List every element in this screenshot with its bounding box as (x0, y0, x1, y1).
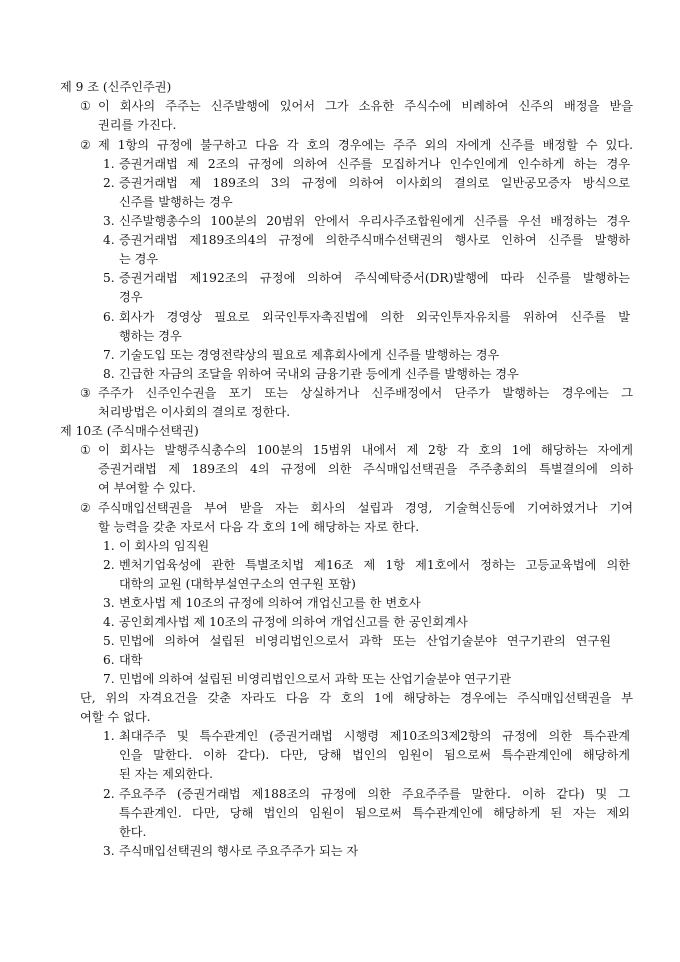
art9-item-line: 행하는 경우 (119, 329, 182, 343)
proviso-item-line: 한다. (119, 825, 147, 839)
art9-para3-line2: 처리방법은 이사회의 결의로 정한다. (98, 405, 291, 419)
article-9-title: 제 9 조 (신주인주권) (60, 80, 172, 94)
art10-item-line: 벤처기업육성에 관한 특별조치법 제16조 제 1항 제1호에서 정하는 고등교육법에 의한 (119, 558, 630, 572)
art9-para2-line1: 제 1항의 규정에 불구하고 다음 각 호의 경우에는 주주 외의 자에게 신주를 배정할 수 있다. (98, 138, 633, 152)
art10-item-line: 이 회사의 임직원 (119, 539, 210, 553)
art10-item-number: 3. (103, 596, 115, 610)
art9-item-number: 7. (103, 348, 115, 362)
art10-item-line: 민법에 의하여 설립된 비영리법인으로서 과학 또는 산업기술분야 연구기관 (119, 672, 512, 686)
art10-para1-number: ① (80, 443, 91, 457)
art9-item-line: 신주를 발행하는 경우 (119, 195, 233, 209)
art10-item-line: 대학 (119, 653, 143, 667)
art9-item-number: 5. (103, 271, 115, 285)
art10-item-line: 공인회계사법 제 10조의 규정에 의하여 개업신고를 한 공인회계사 (119, 615, 468, 629)
art9-item-line: 긴급한 자금의 조달을 위하여 국내외 금융기관 등에게 신주를 발행하는 경우 (119, 367, 519, 381)
art9-item-number: 8. (103, 367, 115, 381)
art9-para1-line1: 이 회사의 주주는 신주발행에 있어서 그가 소유한 주식수에 비례하여 신주의 배정을 받을 (98, 99, 633, 113)
art9-item-number: 2. (103, 176, 115, 190)
art10-para1-line2: 증권거래법 제 189조의 4의 규정에 의한 주식매입선택권을 주주총회의 특별결의에 의하 (98, 462, 633, 476)
art9-item-line: 회사가 경영상 필요로 외국인투자촉진법에 의한 외국인투자유치를 위하여 신주를 발 (119, 310, 630, 324)
art9-para3-number: ③ (80, 386, 91, 400)
art9-item-line: 증권거래법 제189조의4의 규정에 의한주식매수선택권의 행사로 인하여 신주를 발행하 (119, 233, 630, 247)
art9-para1-number: ① (80, 99, 91, 113)
art10-proviso-line1: 단, 위의 자격요건을 갖춘 자라도 다음 각 호의 1에 해당하는 경우에는 주식매입선택권을 부 (80, 691, 633, 705)
art10-item-number: 2. (103, 558, 115, 572)
art9-item-line: 증권거래법 제 2조의 규정에 의하여 신주를 모집하거나 인수인에게 인수하게 하는 경우 (119, 157, 630, 171)
art9-item-line: 증권거래법 제 189조의 3의 규정에 의하여 이사회의 결의로 일반공모증자 방식으로 (119, 176, 630, 190)
art10-item-line: 대학의 교원 (대학부설연구소의 연구원 포함) (119, 577, 356, 591)
proviso-item-number: 3. (103, 844, 115, 858)
art10-para1-line3: 여 부여할 수 있다. (98, 481, 196, 495)
art10-para1-line1: 이 회사는 발행주식총수의 100분의 15범위 내에서 제 2항 각 호의 1에 해당하는 자에게 (98, 443, 633, 457)
proviso-item-line: 인을 말한다. 이하 같다). 다만, 당해 법인의 임원이 됨으로써 특수관계인에 해당하게 (119, 748, 630, 762)
art10-item-number: 4. (103, 615, 115, 629)
art10-item-number: 5. (103, 634, 115, 648)
art10-item-line: 민법에 의하여 설립된 비영리법인으로서 과학 또는 산업기술분야 연구기관의 연구원 (119, 634, 611, 648)
art9-item-line: 경우 (119, 290, 143, 304)
art10-item-number: 1. (103, 539, 115, 553)
art9-item-number: 4. (103, 233, 115, 247)
art9-item-number: 1. (103, 157, 115, 171)
art9-item-number: 3. (103, 214, 115, 228)
proviso-item-line: 주요주주 (증권거래법 제188조의 규정에 의한 주요주주를 말한다. 이하 같다) 및 그 (119, 787, 630, 801)
art9-item-line: 증권거래법 제192조의 규정에 의하여 주식예탁증서(DR)발행에 따라 신주를 발행하는 (119, 271, 630, 285)
art9-para2-number: ② (80, 138, 91, 152)
proviso-item-number: 2. (103, 787, 115, 801)
art9-item-line: 신주발행총수의 100분의 20범위 안에서 우리사주조합원에게 신주를 우선 배정하는 경우 (119, 214, 630, 228)
art9-item-number: 6. (103, 310, 115, 324)
art10-item-number: 6. (103, 653, 115, 667)
art9-item-line: 는 경우 (119, 252, 159, 266)
proviso-item-line: 최대주주 및 특수관계인 (증권거래법 시행령 제10조의3제2항의 규정에 의한 특수관계 (119, 729, 630, 743)
proviso-item-line: 주식매입선택권의 행사로 주요주주가 되는 자 (119, 844, 359, 858)
proviso-item-line: 특수관계인. 다만, 당해 법인의 임원이 됨으로써 특수관계인에 해당하게 된 자는 제외 (119, 806, 630, 820)
art10-para2-line1: 주식매입선택권을 부여 받을 자는 회사의 설립과 경영, 기술혁신등에 기여하였거나 기여 (98, 501, 633, 515)
art9-para3-line1: 주주가 신주인수권을 포기 또는 상실하거나 신주배정에서 단주가 발행하는 경우에는 그 (98, 386, 633, 400)
art10-item-number: 7. (103, 672, 115, 686)
art10-para2-line2: 할 능력을 갖춘 자로서 다음 각 호의 1에 해당하는 자로 한다. (98, 520, 420, 534)
article-10-title: 제 10조 (주식매수선택권) (60, 424, 199, 438)
art9-item-line: 기술도입 또는 경영전략상의 필요로 제휴회사에게 신주를 발행하는 경우 (119, 348, 500, 362)
art10-proviso-line2: 여할 수 없다. (80, 710, 151, 724)
art10-item-line: 변호사법 제 10조의 규정에 의하여 개업신고를 한 변호사 (119, 596, 421, 610)
art10-para2-number: ② (80, 501, 91, 515)
art9-para1-line2: 권리를 가진다. (98, 118, 177, 132)
proviso-item-number: 1. (103, 729, 115, 743)
proviso-item-line: 된 자는 제외한다. (119, 767, 214, 781)
